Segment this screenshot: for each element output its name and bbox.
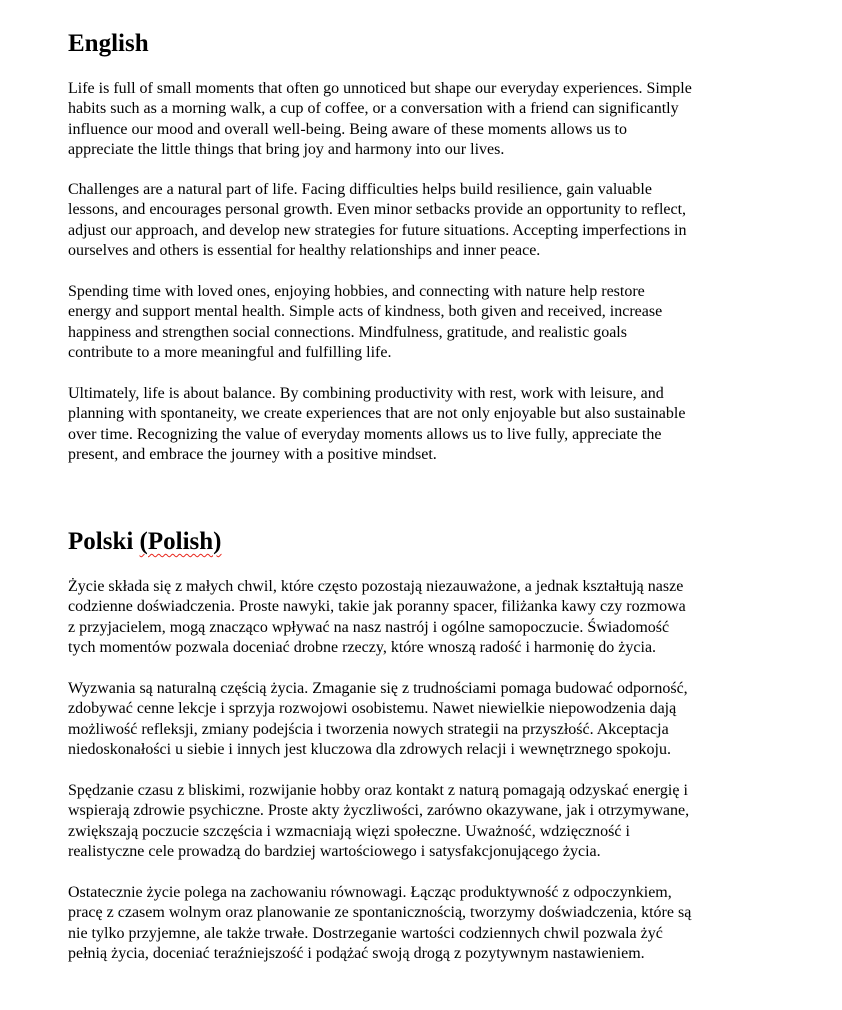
polish-paragraph-3 xyxy=(68,781,689,863)
text-line: Spędzanie czasu z bliskimi, rozwijanie hobby oraz kontakt z naturą pomagają odzyskać energię i xyxy=(68,782,688,799)
text-line: Spending time with loved ones, enjoying hobbies, and connecting with nature help restore xyxy=(68,283,645,300)
polish-paragraph-4 xyxy=(68,883,691,965)
text-line: Ostatecznie życie polega na zachowaniu równowagi. Łącząc produktywność z odpoczynkiem, xyxy=(68,884,672,901)
english-heading: English xyxy=(68,30,149,57)
text-line: lessons, and encourages personal growth. Even minor setbacks provide an opportunity to reflect, xyxy=(68,201,687,219)
polish-heading-label: Polski xyxy=(68,528,140,555)
text-line: happiness and strengthen social connections. Mindfulness, gratitude, and realistic goals xyxy=(68,323,627,341)
text-line: zdobywać cenne lekcje i sprzyja rozwojowi osobistemu. Nawet niewielkie niepowodzenia dają xyxy=(68,700,677,718)
english-paragraph-1 xyxy=(68,79,692,161)
text-line: pełnią życia, doceniać teraźniejszość i podążać swoją drogą z pozytywnym nastawieniem. xyxy=(68,945,645,963)
text-line: pracę z czasem wolnym oraz planowanie ze spontanicznością, tworzymy doświadczenia, które są xyxy=(68,904,692,922)
text-line: możliwość refleksji, zmiany podejścia i tworzenia nowych strategii na przyszłość. Akceptacja xyxy=(68,720,669,738)
text-line: influence our mood and overall well-being. Being aware of these moments allows us to xyxy=(68,120,627,138)
text-line: planning with spontaneity, we create experiences that are not only enjoyable but also sustainable xyxy=(68,405,686,423)
text-line: Challenges are a natural part of life. Facing difficulties helps build resilience, gain valuable xyxy=(68,181,652,198)
polish-heading-spellcheck-word[interactable]: (Polish) xyxy=(139,528,222,555)
text-line: wspierają zdrowie psychiczne. Proste akty życzliwości, zarówno okazywane, jak i otrzymywane, xyxy=(68,802,690,820)
english-paragraph-2 xyxy=(68,180,686,262)
text-line: ourselves and others is essential for healthy relationships and inner peace. xyxy=(68,242,541,260)
text-line: over time. Recognizing the value of everyday moments allows us to live fully, appreciate the xyxy=(68,425,662,443)
text-line: Life is full of small moments that often go unnoticed but shape our everyday experiences. Simple xyxy=(68,80,692,97)
text-line: present, and embrace the journey with a positive mindset. xyxy=(68,446,437,464)
text-line: z przyjacielem, mogą znacząco wpływać na nasz nastrój i ogólne samopoczucie. Świadomość xyxy=(68,618,670,636)
text-line: energy and support mental health. Simple acts of kindness, both given and received, increase xyxy=(68,303,663,321)
text-line: adjust our approach, and develop new strategies for future situations. Accepting imperfections in xyxy=(68,221,687,239)
text-line: Życie składa się z małych chwil, które często pozostają niezauważone, a jednak kształtują nasze xyxy=(68,578,684,595)
english-paragraph-4 xyxy=(68,384,685,466)
text-line: appreciate the little things that bring joy and harmony into our lives. xyxy=(68,141,505,159)
text-line: realistyczne cele prowadzą do bardziej wartościowego i satysfakcjonującego życia. xyxy=(68,843,601,861)
polish-paragraph-2 xyxy=(68,679,688,761)
text-line: habits such as a morning walk, a cup of coffee, or a conversation with a friend can significantly xyxy=(68,100,679,118)
text-line: codzienne doświadczenia. Proste nawyki, takie jak poranny spacer, filiżanka kawy czy rozmowa xyxy=(68,598,686,616)
text-line: Ultimately, life is about balance. By combining productivity with rest, work with leisure, and xyxy=(68,385,664,402)
english-paragraph-3 xyxy=(68,282,662,364)
text-line: zwiększają poczucie szczęścia i wzmacniają więzi społeczne. Uważność, wdzięczność i xyxy=(68,822,630,840)
text-line: tych momentów pozwala doceniać drobne rzeczy, które wnoszą radość i harmonię do życia. xyxy=(68,639,657,657)
text-line: Wyzwania są naturalną częścią życia. Zmaganie się z trudnościami pomaga budować odporność, xyxy=(68,680,688,697)
text-line: nie tylko przyjemne, ale także trwałe. Dostrzeganie wartości codziennych chwil pozwala żyć xyxy=(68,924,663,942)
text-line: niedoskonałości u siebie i innych jest kluczowa dla zdrowych relacji i wewnętrznego spokoju. xyxy=(68,741,671,759)
polish-paragraph-1 xyxy=(68,577,686,659)
polish-heading xyxy=(68,527,222,557)
text-line: contribute to a more meaningful and fulfilling life. xyxy=(68,344,392,362)
